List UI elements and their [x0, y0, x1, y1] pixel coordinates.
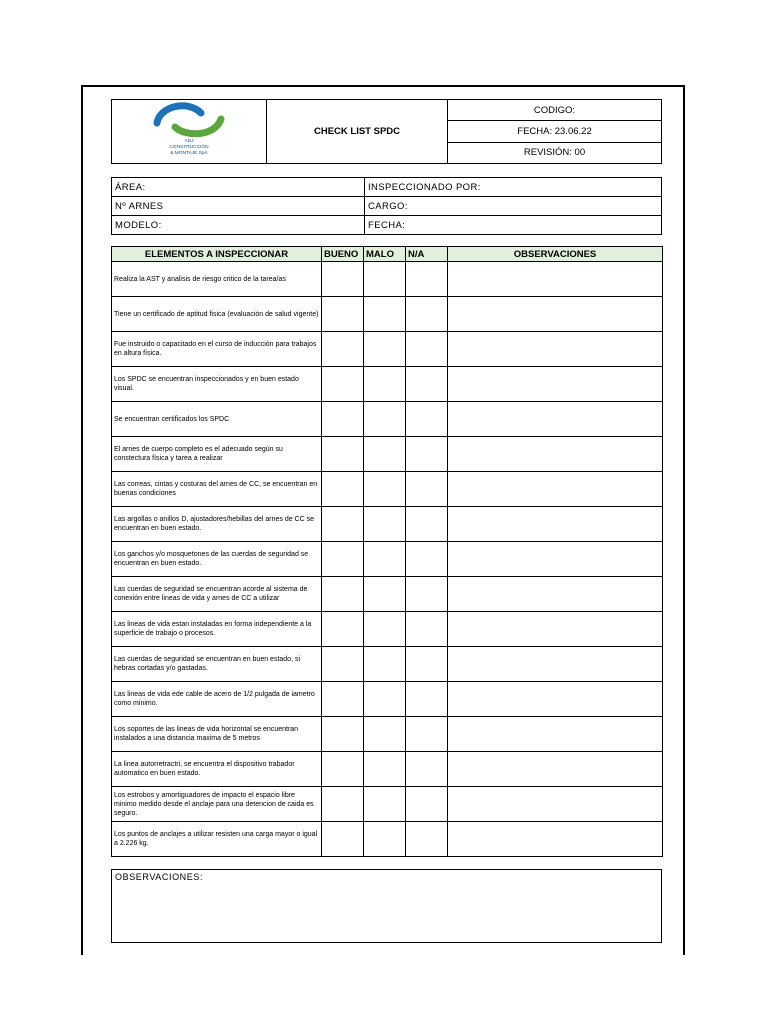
- checklist-item-text: Los estrobos y amortiguadores de impacto el espacio libre minimo medido desde el anclaje para una detencion de caida es seguro.: [112, 787, 322, 822]
- checklist-table: [111, 246, 663, 857]
- checklist-item-text: Los soportes de las lineas de vida horizontal se encuentran instalados a una distancia maxima de 5 metros: [112, 717, 322, 752]
- malo-cell[interactable]: [364, 787, 406, 822]
- codigo-field: CODIGO:: [448, 100, 662, 121]
- observaciones-cell[interactable]: [448, 752, 663, 787]
- table-row: [112, 332, 663, 367]
- observaciones-cell[interactable]: [448, 332, 663, 367]
- observaciones-cell[interactable]: [448, 822, 663, 857]
- checklist-item-text: Las correas, cintas y costuras del arnes de CC, se encuentran en buenas condiciones: [112, 472, 322, 507]
- table-row: [112, 542, 663, 577]
- bueno-cell[interactable]: [322, 682, 364, 717]
- checklist-item-text: La linea autorretractri, se encuentra el dispositivo trabador automatico en buen estado.: [112, 752, 322, 787]
- na-cell[interactable]: [406, 437, 448, 472]
- observaciones-cell[interactable]: [448, 577, 663, 612]
- observations-label: OBSERVACIONES:: [115, 872, 204, 882]
- observaciones-cell[interactable]: [448, 542, 663, 577]
- checklist-item-text: Las cuerdas de seguridad se encuentran acorde al sistema de conexión entre lineas de vida y arnes de CC a utilizar: [112, 577, 322, 612]
- bueno-cell[interactable]: [322, 822, 364, 857]
- bueno-cell[interactable]: [322, 717, 364, 752]
- na-cell[interactable]: [406, 682, 448, 717]
- table-row: [112, 787, 663, 822]
- checklist-item-text: Las cuerdas de seguridad se encuentran en buen estado, si hebras cortadas y/o gastadas.: [112, 647, 322, 682]
- arnes-field[interactable]: Nº ARNES: [112, 197, 365, 216]
- table-row: [112, 752, 663, 787]
- area-field[interactable]: ÁREA:: [112, 178, 365, 197]
- bueno-cell[interactable]: [322, 297, 364, 332]
- na-cell[interactable]: [406, 367, 448, 402]
- column-header-bueno: BUENO: [322, 247, 364, 262]
- logo-line-3: & MONTAJE SpA: [170, 151, 208, 156]
- bueno-cell[interactable]: [322, 262, 364, 297]
- table-row: [112, 647, 663, 682]
- table-row: [112, 717, 663, 752]
- bueno-cell[interactable]: [322, 367, 364, 402]
- logo-symbol-icon: [139, 101, 239, 139]
- malo-cell[interactable]: [364, 332, 406, 367]
- malo-cell[interactable]: [364, 717, 406, 752]
- checklist-item-text: Fue instruido o capacitado en el curso de inducción para trabajos en altura física.: [112, 332, 322, 367]
- observaciones-cell[interactable]: [448, 472, 663, 507]
- info-table: [111, 177, 662, 235]
- bueno-cell[interactable]: [322, 542, 364, 577]
- table-row: [112, 297, 663, 332]
- na-cell[interactable]: [406, 402, 448, 437]
- malo-cell[interactable]: [364, 542, 406, 577]
- bueno-cell[interactable]: [322, 402, 364, 437]
- observaciones-cell[interactable]: [448, 612, 663, 647]
- bueno-cell[interactable]: [322, 577, 364, 612]
- bueno-cell[interactable]: [322, 787, 364, 822]
- table-row: [112, 437, 663, 472]
- column-header-malo: MALO: [364, 247, 406, 262]
- bueno-cell[interactable]: [322, 437, 364, 472]
- na-cell[interactable]: [406, 472, 448, 507]
- bueno-cell[interactable]: [322, 752, 364, 787]
- observaciones-cell[interactable]: [448, 717, 663, 752]
- document-header: [111, 99, 662, 164]
- table-row: [112, 612, 663, 647]
- checklist-item-text: Las lineas de vida estan instaladas en forma independiente a la superficie de trabajo o procesos.: [112, 612, 322, 647]
- malo-cell[interactable]: [364, 402, 406, 437]
- malo-cell[interactable]: [364, 507, 406, 542]
- malo-cell[interactable]: [364, 822, 406, 857]
- na-cell[interactable]: [406, 752, 448, 787]
- checklist-item-text: Se encuentran certificados los SPDC: [112, 402, 322, 437]
- company-logo: [112, 100, 267, 164]
- observaciones-cell[interactable]: [448, 647, 663, 682]
- na-cell[interactable]: [406, 332, 448, 367]
- checklist-item-text: El arnes de cuerpo completo es el adecuado según su constectura física y tarea a realizar: [112, 437, 322, 472]
- na-cell[interactable]: [406, 577, 448, 612]
- table-row: [112, 402, 663, 437]
- column-header-elementos: ELEMENTOS A INSPECCIONAR: [112, 247, 322, 262]
- logo-line-1: ADJ: [184, 139, 194, 144]
- observaciones-cell[interactable]: [448, 297, 663, 332]
- fecha-field: FECHA: 23.06.22: [448, 121, 662, 142]
- na-cell[interactable]: [406, 297, 448, 332]
- logo-line-2: CONSTRUCCIÓN: [169, 145, 209, 150]
- na-cell[interactable]: [406, 262, 448, 297]
- na-cell[interactable]: [406, 787, 448, 822]
- observations-box[interactable]: [111, 869, 662, 943]
- fecha-input-field[interactable]: FECHA:: [365, 216, 662, 235]
- na-cell[interactable]: [406, 822, 448, 857]
- observaciones-cell[interactable]: [448, 437, 663, 472]
- column-header-observaciones: OBSERVACIONES: [448, 247, 663, 262]
- malo-cell[interactable]: [364, 682, 406, 717]
- na-cell[interactable]: [406, 507, 448, 542]
- checklist-item-text: Tiene un certificado de aptitud fisica (evaluación de salud vigente): [112, 297, 322, 332]
- malo-cell[interactable]: [364, 297, 406, 332]
- checklist-item-text: Los puntos de anclajes a utilizar resisten una carga mayor o igual a 2.226 kg.: [112, 822, 322, 857]
- observaciones-cell[interactable]: [448, 787, 663, 822]
- observaciones-cell[interactable]: [448, 402, 663, 437]
- table-row: [112, 367, 663, 402]
- checklist-item-text: Realiza la AST y analisis de riesgo critico de la tarea/as: [112, 262, 322, 297]
- checklist-item-text: Los ganchos y/o mosquetones de las cuerdas de seguridad se encuentran en buen estado.: [112, 542, 322, 577]
- table-row: [112, 577, 663, 612]
- table-row: [112, 472, 663, 507]
- modelo-field[interactable]: MODELO:: [112, 216, 365, 235]
- checklist-item-text: Los SPDC se encuentran inspeccionados y en buen estado visual.: [112, 367, 322, 402]
- malo-cell[interactable]: [364, 262, 406, 297]
- cargo-field[interactable]: CARGO:: [365, 197, 662, 216]
- na-cell[interactable]: [406, 647, 448, 682]
- observaciones-cell[interactable]: [448, 682, 663, 717]
- table-row: [112, 262, 663, 297]
- bueno-cell[interactable]: [322, 507, 364, 542]
- observaciones-cell[interactable]: [448, 367, 663, 402]
- observaciones-cell[interactable]: [448, 262, 663, 297]
- bueno-cell[interactable]: [322, 612, 364, 647]
- checklist-header-row: [112, 247, 663, 262]
- malo-cell[interactable]: [364, 752, 406, 787]
- malo-cell[interactable]: [364, 472, 406, 507]
- malo-cell[interactable]: [364, 612, 406, 647]
- na-cell[interactable]: [406, 542, 448, 577]
- na-cell[interactable]: [406, 717, 448, 752]
- column-header-na: N/A: [406, 247, 448, 262]
- malo-cell[interactable]: [364, 647, 406, 682]
- document-title: CHECK LIST SPDC: [267, 100, 448, 164]
- table-row: [112, 507, 663, 542]
- bueno-cell[interactable]: [322, 472, 364, 507]
- malo-cell[interactable]: [364, 437, 406, 472]
- table-row: [112, 822, 663, 857]
- observaciones-cell[interactable]: [448, 507, 663, 542]
- malo-cell[interactable]: [364, 367, 406, 402]
- inspeccionado-field[interactable]: INSPECCIONADO POR:: [365, 178, 662, 197]
- table-row: [112, 682, 663, 717]
- checklist-item-text: Las lineas de vida ede cable de acero de 1/2 pulgada de iametro como minimo.: [112, 682, 322, 717]
- bueno-cell[interactable]: [322, 647, 364, 682]
- bueno-cell[interactable]: [322, 332, 364, 367]
- revision-field: REVISIÓN: 00: [448, 142, 662, 163]
- checklist-item-text: Las argollas o anillos D, ajustadores/hebillas del arnes de CC se encuentran en buen estado.: [112, 507, 322, 542]
- na-cell[interactable]: [406, 612, 448, 647]
- malo-cell[interactable]: [364, 577, 406, 612]
